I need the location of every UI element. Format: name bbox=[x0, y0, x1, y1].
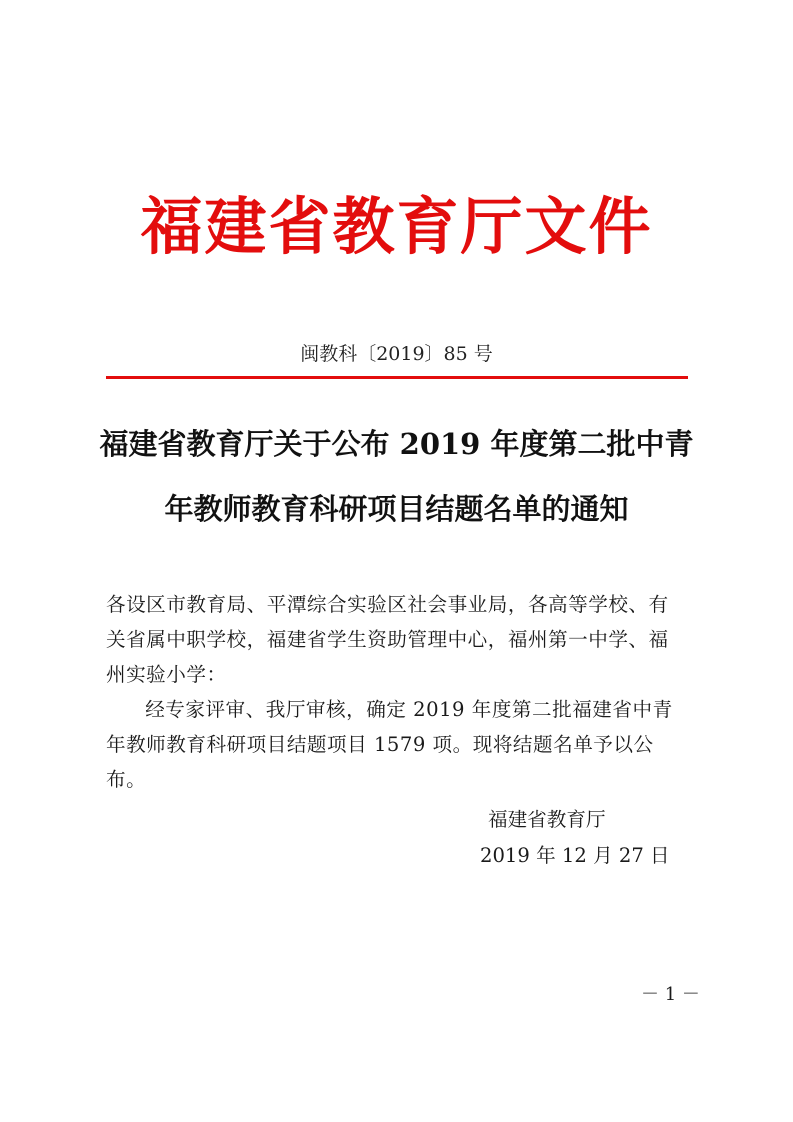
notice-body bbox=[106, 587, 688, 797]
signature-date: 2019 年 12 月 27 日 bbox=[480, 844, 670, 867]
document-header-title: 福建省教育厅文件 bbox=[140, 190, 653, 263]
addressees-paragraph: 各设区市教育局、平潭综合实验区社会事业局，各高等学校、有关省属中职学校，福建省学生资助管理中心，福州第一中学、福州实验小学： bbox=[106, 593, 669, 686]
signature-organization: 福建省教育厅 bbox=[488, 808, 606, 831]
notice-title-line-1: 福建省教育厅关于公布 2019 年度第二批中青 bbox=[99, 427, 694, 461]
page-number: － 1 － bbox=[641, 984, 700, 1005]
body-paragraph: 经专家评审、我厅审核，确定 2019 年度第二批福建省中青年教师教育科研项目结题项目 1579 项。现将结题名单予以公布。 bbox=[106, 698, 673, 791]
document-number: 闽教科〔2019〕85 号 bbox=[300, 343, 493, 365]
red-divider-line bbox=[106, 376, 688, 379]
notice-title-line-2: 年教师教育科研项目结题名单的通知 bbox=[164, 492, 629, 526]
